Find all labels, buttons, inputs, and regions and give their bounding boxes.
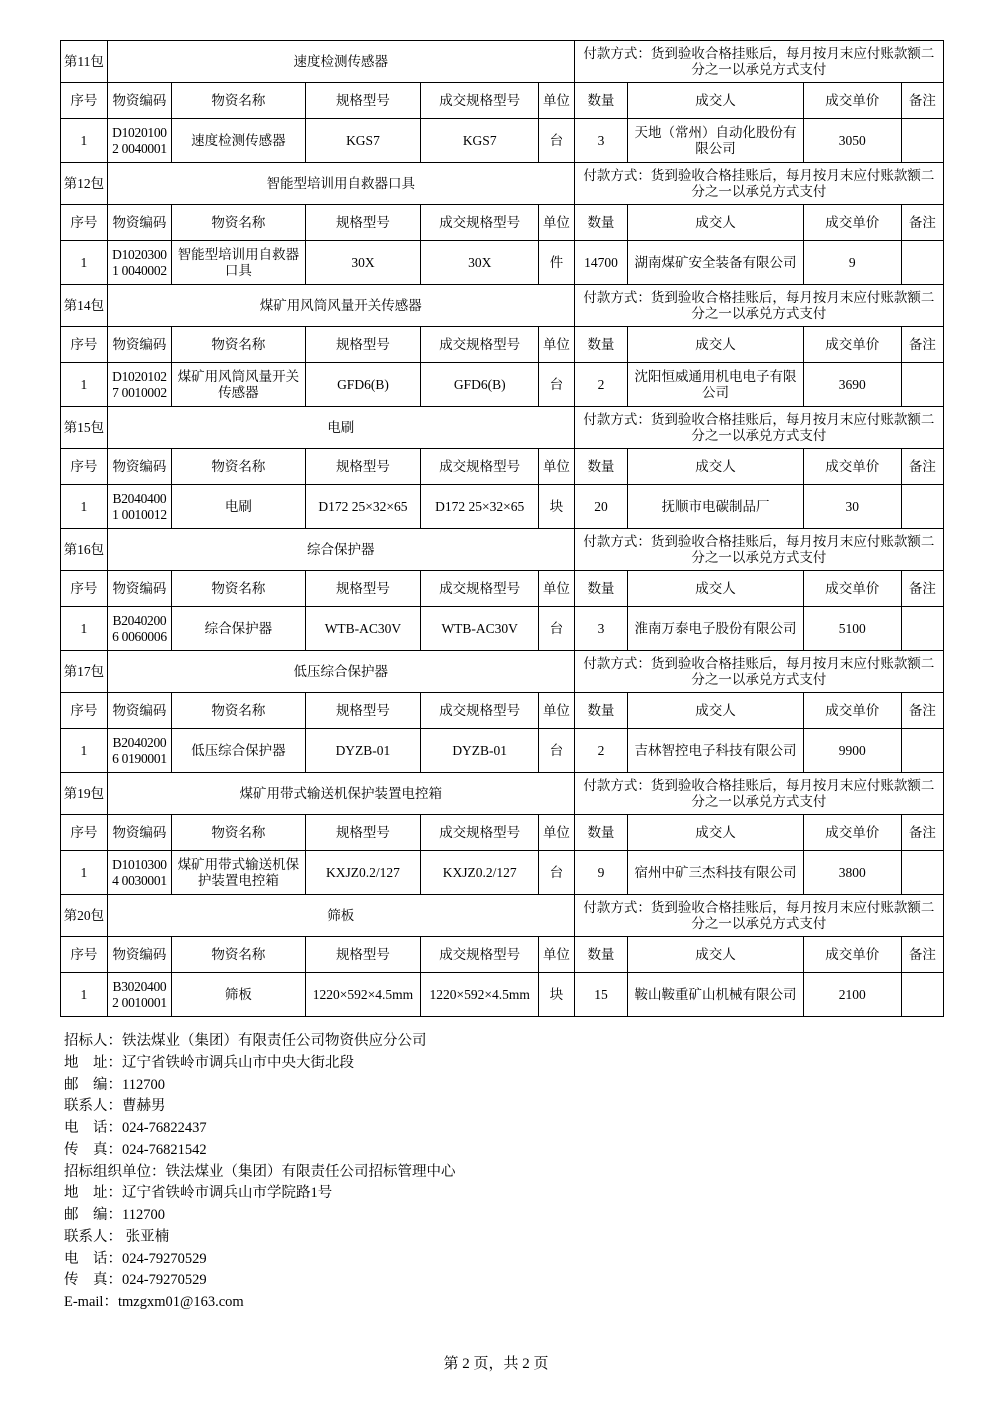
cell-unit: 台 [539, 607, 575, 651]
header-unit: 单位 [539, 327, 575, 363]
payment-terms: 付款方式：货到验收合格挂账后，每月按月末应付账款额二分之一以承兑方式支付 [574, 529, 943, 571]
header-material-name: 物资名称 [172, 571, 305, 607]
contact-line: 招标组织单位：铁法煤业（集团）有限责任公司招标管理中心 [64, 1163, 456, 1180]
cell-remark [901, 485, 943, 529]
package-number: 第17包 [61, 651, 108, 693]
header-deal-spec-model: 成交规格型号 [421, 571, 539, 607]
header-quantity: 数量 [574, 815, 627, 851]
header-deal-spec-model: 成交规格型号 [421, 205, 539, 241]
table-row [61, 851, 944, 895]
cell-remark [901, 119, 943, 163]
header-spec-model: 规格型号 [305, 937, 421, 973]
header-seq: 序号 [61, 937, 108, 973]
header-spec-model: 规格型号 [305, 815, 421, 851]
cell-quantity: 2 [574, 729, 627, 773]
header-quantity: 数量 [574, 571, 627, 607]
cell-winner: 抚顺市电碳制品厂 [628, 485, 804, 529]
cell-material-code: B30204002 0010001 [107, 973, 171, 1017]
header-spec-model: 规格型号 [305, 693, 421, 729]
payment-terms: 付款方式：货到验收合格挂账后，每月按月末应付账款额二分之一以承兑方式支付 [574, 285, 943, 327]
cell-material-code: B20404001 0010012 [107, 485, 171, 529]
cell-material-code: D10203001 0040002 [107, 241, 171, 285]
header-quantity: 数量 [574, 449, 627, 485]
cell-remark [901, 241, 943, 285]
cell-material-name: 电刷 [172, 485, 305, 529]
header-material-name: 物资名称 [172, 205, 305, 241]
header-material-code: 物资编码 [107, 83, 171, 119]
header-unit-price: 成交单价 [803, 937, 901, 973]
header-material-name: 物资名称 [172, 815, 305, 851]
payment-terms: 付款方式：货到验收合格挂账后，每月按月末应付账款额二分之一以承兑方式支付 [574, 895, 943, 937]
column-header-row [61, 83, 944, 119]
header-remark: 备注 [901, 815, 943, 851]
cell-winner: 吉林智控电子科技有限公司 [628, 729, 804, 773]
contact-line: 传 真：024-79270529 [64, 1272, 207, 1289]
header-winner: 成交人 [628, 693, 804, 729]
header-unit: 单位 [539, 937, 575, 973]
page-footer: 第 2 页，共 2 页 [443, 1356, 549, 1372]
header-material-name: 物资名称 [172, 327, 305, 363]
header-winner: 成交人 [628, 449, 804, 485]
package-number: 第20包 [61, 895, 108, 937]
header-material-name: 物资名称 [172, 83, 305, 119]
payment-terms: 付款方式：货到验收合格挂账后，每月按月末应付账款额二分之一以承兑方式支付 [574, 163, 943, 205]
column-header-row [61, 815, 944, 851]
header-remark: 备注 [901, 693, 943, 729]
package-number: 第19包 [61, 773, 108, 815]
cell-unit-price: 30 [803, 485, 901, 529]
cell-seq: 1 [61, 973, 108, 1017]
header-material-code: 物资编码 [107, 327, 171, 363]
cell-quantity: 3 [574, 119, 627, 163]
header-remark: 备注 [901, 83, 943, 119]
header-material-code: 物资编码 [107, 937, 171, 973]
header-material-name: 物资名称 [172, 449, 305, 485]
table-row [61, 729, 944, 773]
header-deal-spec-model: 成交规格型号 [421, 449, 539, 485]
cell-remark [901, 363, 943, 407]
column-header-row [61, 205, 944, 241]
package-number: 第14包 [61, 285, 108, 327]
package-title: 煤矿用风筒风量开关传感器 [107, 285, 574, 327]
header-unit: 单位 [539, 449, 575, 485]
cell-spec-model: 30X [305, 241, 421, 285]
contact-email-line: E-mail：tmzgxm01@163.com [64, 1294, 244, 1310]
header-spec-model: 规格型号 [305, 83, 421, 119]
package-title: 速度检测传感器 [107, 41, 574, 83]
cell-remark [901, 729, 943, 773]
header-unit-price: 成交单价 [803, 205, 901, 241]
cell-remark [901, 973, 943, 1017]
cell-remark [901, 851, 943, 895]
package-title: 智能型培训用自救器口具 [107, 163, 574, 205]
cell-seq: 1 [61, 607, 108, 651]
header-deal-spec-model: 成交规格型号 [421, 327, 539, 363]
cell-winner: 沈阳恒威通用机电电子有限公司 [628, 363, 804, 407]
package-title: 筛板 [107, 895, 574, 937]
cell-seq: 1 [61, 729, 108, 773]
column-header-row [61, 571, 944, 607]
table-row [61, 973, 944, 1017]
header-deal-spec-model: 成交规格型号 [421, 815, 539, 851]
cell-winner: 天地（常州）自动化股份有限公司 [628, 119, 804, 163]
header-material-name: 物资名称 [172, 937, 305, 973]
cell-material-code: D10201002 0040001 [107, 119, 171, 163]
cell-material-name: 速度检测传感器 [172, 119, 305, 163]
cell-material-name: 筛板 [172, 973, 305, 1017]
contact-line: 联系人： 张亚楠 [64, 1228, 170, 1245]
cell-material-name: 煤矿用带式输送机保护装置电控箱 [172, 851, 305, 895]
header-remark: 备注 [901, 327, 943, 363]
cell-unit: 台 [539, 363, 575, 407]
cell-quantity: 20 [574, 485, 627, 529]
cell-deal-spec-model: D172 25×32×65 [421, 485, 539, 529]
cell-unit-price: 3690 [803, 363, 901, 407]
package-header-row [61, 285, 944, 327]
contact-line: 电 话：024-76822437 [64, 1120, 207, 1136]
contact-block [60, 1031, 944, 1314]
header-unit-price: 成交单价 [803, 571, 901, 607]
contact-line: 联系人：曹赫男 [64, 1098, 166, 1115]
cell-seq: 1 [61, 485, 108, 529]
cell-quantity: 14700 [574, 241, 627, 285]
package-number: 第16包 [61, 529, 108, 571]
cell-material-code: B20402006 0190001 [107, 729, 171, 773]
cell-unit-price: 9900 [803, 729, 901, 773]
header-winner: 成交人 [628, 571, 804, 607]
header-unit-price: 成交单价 [803, 449, 901, 485]
header-deal-spec-model: 成交规格型号 [421, 693, 539, 729]
cell-spec-model: KXJZ0.2/127 [305, 851, 421, 895]
cell-spec-model: WTB-AC30V [305, 607, 421, 651]
contact-line: 地 址：辽宁省铁岭市调兵山市中央大街北段 [64, 1054, 354, 1071]
cell-material-code: D10201027 0010002 [107, 363, 171, 407]
cell-deal-spec-model: KXJZ0.2/127 [421, 851, 539, 895]
header-seq: 序号 [61, 571, 108, 607]
header-winner: 成交人 [628, 937, 804, 973]
header-deal-spec-model: 成交规格型号 [421, 83, 539, 119]
table-row [61, 485, 944, 529]
header-seq: 序号 [61, 815, 108, 851]
header-unit-price: 成交单价 [803, 815, 901, 851]
payment-terms: 付款方式：货到验收合格挂账后，每月按月末应付账款额二分之一以承兑方式支付 [574, 41, 943, 83]
header-winner: 成交人 [628, 83, 804, 119]
cell-deal-spec-model: WTB-AC30V [421, 607, 539, 651]
header-spec-model: 规格型号 [305, 449, 421, 485]
cell-deal-spec-model: 30X [421, 241, 539, 285]
header-unit-price: 成交单价 [803, 327, 901, 363]
header-unit: 单位 [539, 205, 575, 241]
header-quantity: 数量 [574, 205, 627, 241]
header-unit: 单位 [539, 815, 575, 851]
contact-line: 电 话：024-79270529 [64, 1250, 207, 1267]
package-title: 综合保护器 [107, 529, 574, 571]
table-row [61, 241, 944, 285]
cell-unit: 台 [539, 729, 575, 773]
header-spec-model: 规格型号 [305, 571, 421, 607]
header-remark: 备注 [901, 205, 943, 241]
cell-remark [901, 607, 943, 651]
package-number: 第11包 [61, 41, 108, 83]
cell-winner: 鞍山鞍重矿山机械有限公司 [628, 973, 804, 1017]
header-unit: 单位 [539, 571, 575, 607]
column-header-row [61, 693, 944, 729]
cell-spec-model: GFD6(B) [305, 363, 421, 407]
cell-spec-model: D172 25×32×65 [305, 485, 421, 529]
cell-spec-model: 1220×592×4.5mm [305, 973, 421, 1017]
header-unit-price: 成交单价 [803, 83, 901, 119]
header-seq: 序号 [61, 327, 108, 363]
package-title: 电刷 [107, 407, 574, 449]
header-deal-spec-model: 成交规格型号 [421, 937, 539, 973]
package-header-row [61, 651, 944, 693]
package-title: 煤矿用带式输送机保护装置电控箱 [107, 773, 574, 815]
cell-seq: 1 [61, 363, 108, 407]
cell-winner: 湖南煤矿安全装备有限公司 [628, 241, 804, 285]
cell-unit: 件 [539, 241, 575, 285]
header-quantity: 数量 [574, 693, 627, 729]
table-row [61, 363, 944, 407]
cell-material-code: B20402006 0060006 [107, 607, 171, 651]
package-header-row [61, 407, 944, 449]
header-material-code: 物资编码 [107, 205, 171, 241]
contact-line: 地 址：辽宁省铁岭市调兵山市学院路1号 [64, 1185, 333, 1202]
package-header-row [61, 529, 944, 571]
header-remark: 备注 [901, 937, 943, 973]
cell-deal-spec-model: KGS7 [421, 119, 539, 163]
cell-unit-price: 3050 [803, 119, 901, 163]
header-seq: 序号 [61, 693, 108, 729]
cell-material-code: D10103004 0030001 [107, 851, 171, 895]
payment-terms: 付款方式：货到验收合格挂账后，每月按月末应付账款额二分之一以承兑方式支付 [574, 651, 943, 693]
cell-winner: 宿州中矿三杰科技有限公司 [628, 851, 804, 895]
cell-deal-spec-model: GFD6(B) [421, 363, 539, 407]
header-remark: 备注 [901, 449, 943, 485]
cell-seq: 1 [61, 119, 108, 163]
cell-quantity: 9 [574, 851, 627, 895]
header-material-name: 物资名称 [172, 693, 305, 729]
header-unit: 单位 [539, 83, 575, 119]
header-quantity: 数量 [574, 83, 627, 119]
header-winner: 成交人 [628, 327, 804, 363]
cell-quantity: 3 [574, 607, 627, 651]
cell-seq: 1 [61, 851, 108, 895]
cell-quantity: 15 [574, 973, 627, 1017]
cell-unit-price: 2100 [803, 973, 901, 1017]
cell-quantity: 2 [574, 363, 627, 407]
contact-line: 招标人：铁法煤业（集团）有限责任公司物资供应分公司 [64, 1033, 427, 1049]
contact-line: 邮 编：112700 [64, 1076, 165, 1093]
contact-line: 邮 编：112700 [64, 1207, 165, 1223]
cell-material-name: 低压综合保护器 [172, 729, 305, 773]
cell-seq: 1 [61, 241, 108, 285]
payment-terms: 付款方式：货到验收合格挂账后，每月按月末应付账款额二分之一以承兑方式支付 [574, 773, 943, 815]
header-material-code: 物资编码 [107, 693, 171, 729]
cell-unit: 台 [539, 119, 575, 163]
cell-material-name: 智能型培训用自救器口具 [172, 241, 305, 285]
cell-unit: 台 [539, 851, 575, 895]
header-unit: 单位 [539, 693, 575, 729]
package-header-row [61, 895, 944, 937]
contact-line: 传 真：024-76821542 [64, 1141, 207, 1158]
cell-unit-price: 5100 [803, 607, 901, 651]
cell-unit: 块 [539, 973, 575, 1017]
cell-material-name: 综合保护器 [172, 607, 305, 651]
header-winner: 成交人 [628, 815, 804, 851]
cell-spec-model: KGS7 [305, 119, 421, 163]
package-header-row [61, 773, 944, 815]
cell-unit-price: 9 [803, 241, 901, 285]
payment-terms: 付款方式：货到验收合格挂账后，每月按月末应付账款额二分之一以承兑方式支付 [574, 407, 943, 449]
header-seq: 序号 [61, 205, 108, 241]
header-unit-price: 成交单价 [803, 693, 901, 729]
header-material-code: 物资编码 [107, 571, 171, 607]
package-title: 低压综合保护器 [107, 651, 574, 693]
cell-spec-model: DYZB-01 [305, 729, 421, 773]
header-quantity: 数量 [574, 937, 627, 973]
cell-deal-spec-model: 1220×592×4.5mm [421, 973, 539, 1017]
cell-unit: 块 [539, 485, 575, 529]
header-spec-model: 规格型号 [305, 205, 421, 241]
header-material-code: 物资编码 [107, 449, 171, 485]
column-header-row [61, 327, 944, 363]
header-seq: 序号 [61, 449, 108, 485]
package-number: 第15包 [61, 407, 108, 449]
column-header-row [61, 449, 944, 485]
header-remark: 备注 [901, 571, 943, 607]
package-header-row [61, 163, 944, 205]
package-header-row [61, 41, 944, 83]
cell-unit-price: 3800 [803, 851, 901, 895]
column-header-row [61, 937, 944, 973]
header-winner: 成交人 [628, 205, 804, 241]
cell-material-name: 煤矿用风筒风量开关传感器 [172, 363, 305, 407]
table-row [61, 119, 944, 163]
package-number: 第12包 [61, 163, 108, 205]
header-quantity: 数量 [574, 327, 627, 363]
header-seq: 序号 [61, 83, 108, 119]
header-material-code: 物资编码 [107, 815, 171, 851]
table-row [61, 607, 944, 651]
cell-deal-spec-model: DYZB-01 [421, 729, 539, 773]
bid-results-table [60, 40, 944, 1017]
cell-winner: 淮南万泰电子股份有限公司 [628, 607, 804, 651]
header-spec-model: 规格型号 [305, 327, 421, 363]
